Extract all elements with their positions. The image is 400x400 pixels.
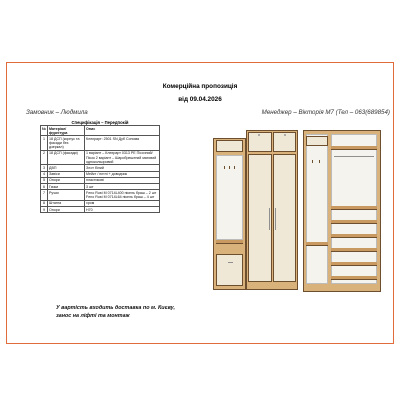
delivery-note — [56, 304, 175, 320]
spec-cell-description: H70 — [85, 207, 160, 213]
spec-cell-material: 18 ДСП (корпус та фасади без дзеркал) — [48, 136, 85, 150]
spec-cell-number: 8 — [41, 200, 48, 206]
coat-hook-icon — [224, 166, 225, 169]
spec-cell-number: 3 — [41, 165, 48, 171]
spec-row — [41, 150, 160, 164]
proposal-title: Комерційна пропозиція — [162, 83, 238, 90]
spec-cell-material: Штанга — [48, 200, 85, 206]
spec-cell-description: пластикові — [85, 177, 160, 183]
door-knob-icon — [258, 134, 260, 136]
open-hall-top-box — [306, 136, 328, 146]
spec-row — [41, 136, 160, 150]
spec-cell-description: Мейкт / пєтлі + доводчик — [85, 171, 160, 177]
interior-shelf — [331, 206, 377, 210]
spec-cell-description: Feno Rust M 0714L400 нікель браш – 2 шт Feno Rust M 0714L64 нікель браш – 4 шт — [85, 190, 160, 200]
drawer-handle-icon — [228, 262, 233, 263]
top-door-left — [248, 132, 272, 152]
spec-row — [41, 190, 160, 200]
spec-cell-material: Завіси — [48, 171, 85, 177]
spec-col-number: № — [41, 126, 48, 136]
door-knob-icon — [284, 134, 286, 136]
delivery-note-line-1: У вартість входить доставка по м. Києву, — [56, 305, 175, 311]
spec-cell-material: 18 ДСП (фасади) — [48, 150, 85, 164]
spec-row — [41, 207, 160, 213]
hallway-top-box — [216, 140, 243, 152]
door-handle-icon — [275, 208, 276, 230]
shoe-drawer — [216, 254, 243, 286]
interior-shelf — [331, 262, 377, 266]
coat-hook-icon — [229, 166, 230, 169]
hanging-rod-icon — [334, 156, 374, 157]
spec-cell-number: 5 — [41, 177, 48, 183]
interior-shelf — [331, 248, 377, 252]
manager-info: Менеджер – Вікторія М7 (Тел – 063(689854) — [261, 109, 390, 116]
spec-header-row — [41, 126, 160, 136]
delivery-note-line-2: занос на ліфті та монтаж — [56, 313, 130, 319]
spec-cell-material: Опори — [48, 177, 85, 183]
interior-shelf — [331, 276, 377, 280]
spec-cell-description: Клеєрарт: 2501 SN Дуб Сонома — [85, 136, 160, 150]
spec-cell-number: 9 — [41, 207, 48, 213]
customer-name: Замовник – Людмила — [26, 109, 88, 116]
spec-cell-material: ДВП — [48, 165, 85, 171]
door-handle-icon — [269, 208, 270, 230]
spec-cell-number: 4 — [41, 171, 48, 177]
spec-cell-number: 6 — [41, 184, 48, 190]
open-hall-back — [306, 134, 328, 284]
spec-col-description: Опис — [85, 126, 160, 136]
spec-cell-description: 1 варіант – Клеєрарт 0313 PE Пісочний/Пісок 2 варіант – Шаробрешений матовий однокольоровий — [85, 150, 160, 164]
spec-table — [40, 125, 160, 213]
proposal-date: від 09.04.2026 — [178, 96, 222, 103]
spec-col-material: Матеріал/фурнітура — [48, 126, 85, 136]
spec-cell-number: 2 — [41, 150, 48, 164]
interior-shelf — [331, 234, 377, 238]
interior-shelf — [331, 220, 377, 224]
interior-top-shelf — [331, 146, 377, 150]
door-right — [273, 154, 296, 282]
bench-shelf — [216, 240, 243, 244]
coat-hook-icon — [312, 160, 313, 163]
spec-cell-number: 1 — [41, 136, 48, 150]
spec-cell-material: Гачки — [48, 184, 85, 190]
spec-cell-description: 3 шт — [85, 184, 160, 190]
coat-hook-icon — [319, 160, 320, 163]
spec-cell-description: Злот білий — [85, 165, 160, 171]
spec-title: Специфікація – Передпокій — [71, 120, 129, 125]
spec-cell-material: Опори — [48, 207, 85, 213]
open-bench-shelf — [306, 242, 328, 246]
spec-cell-description: хром — [85, 200, 160, 206]
spec-cell-number: 7 — [41, 190, 48, 200]
spec-cell-material: Ручки — [48, 190, 85, 200]
coat-hook-icon — [234, 166, 235, 169]
